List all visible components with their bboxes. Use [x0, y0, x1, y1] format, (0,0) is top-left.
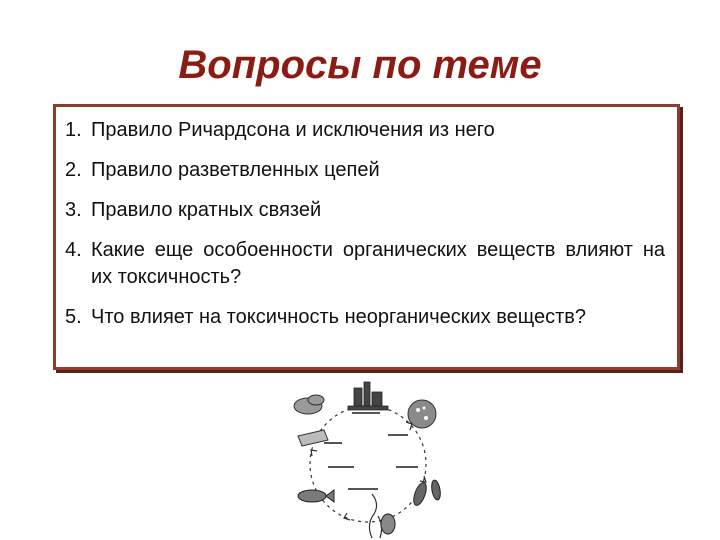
question-text: Какие еще особоенности органических веществ влияют на их токсичность?: [91, 239, 665, 288]
question-text: Что влияет на токсичность неорганических веществ?: [91, 306, 587, 328]
question-item-5: [65, 304, 665, 331]
question-number: 3.: [65, 199, 82, 221]
city-icon: [348, 382, 388, 410]
question-text: Правило разветвленных цепей: [91, 159, 380, 181]
plant-icon: [294, 395, 324, 414]
question-item-3: [65, 197, 665, 224]
algae-icon: [369, 494, 395, 538]
fish-icon: [298, 490, 334, 502]
cycle-arrow-2: [420, 476, 426, 482]
bacteria-icon: [408, 400, 436, 428]
board-icon: [298, 430, 328, 446]
caption-marks: [324, 412, 418, 490]
question-item-2: [65, 157, 665, 184]
question-text: Правило Ричардсона и исключения из него: [91, 119, 495, 141]
question-number: 1.: [65, 119, 82, 141]
cycle-arrow-3: [344, 513, 350, 520]
questions-box: [53, 104, 680, 370]
question-item-1: [65, 117, 665, 144]
slide-title: Вопросы по теме: [178, 43, 542, 87]
question-number: 5.: [65, 306, 82, 328]
question-text: Правило кратных связей: [91, 199, 322, 221]
question-number: 4.: [65, 239, 82, 261]
organism-icon: [411, 479, 441, 507]
cycle-arrow-4: [311, 450, 317, 456]
question-item-4: [65, 237, 665, 291]
food-chain-cycle-illustration: [288, 378, 448, 540]
question-number: 2.: [65, 159, 82, 181]
question-list: [65, 117, 665, 331]
